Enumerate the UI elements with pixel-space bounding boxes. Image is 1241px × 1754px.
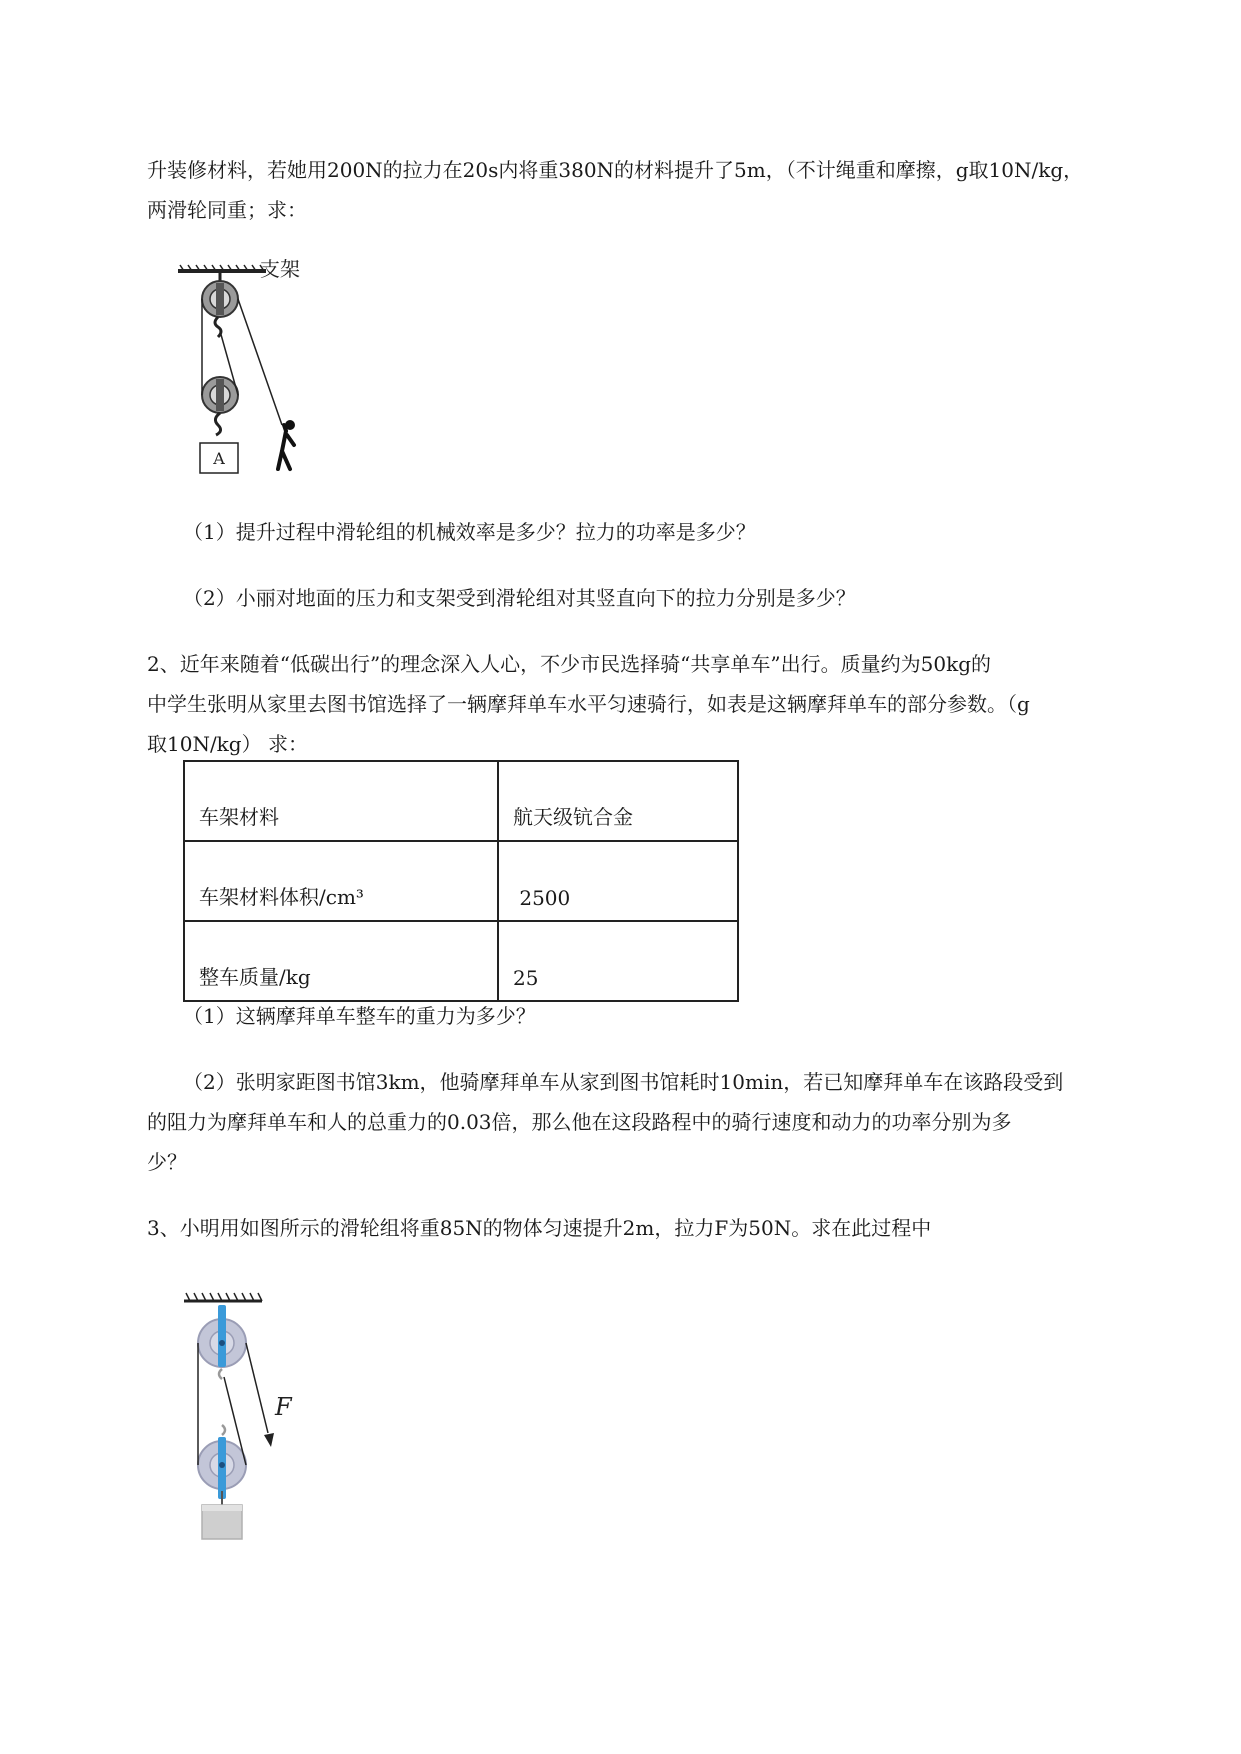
load-label: A: [213, 449, 225, 468]
problem2-question2-line1: （2）张明家距图书馆3km，他骑摩拜单车从家到图书馆耗时10min，若已知摩拜单车在该路段受到: [183, 1070, 1064, 1094]
table-cell-value: 航天级钪合金: [498, 761, 738, 841]
problem2-intro-line2: 中学生张明从家里去图书馆选择了一辆摩拜单车水平匀速骑行，如表是这辆摩拜单车的部分参数。（g: [147, 692, 1030, 716]
table-row: [184, 921, 738, 1001]
table-row: [184, 761, 738, 841]
table-cell-label: 整车质量/kg: [184, 921, 498, 1001]
problem2-question1: （1）这辆摩拜单车整车的重力为多少？: [183, 1004, 536, 1028]
problem2-question2-line2: 的阻力为摩拜单车和人的总重力的0.03倍，那么他在这段路程中的骑行速度和动力的功率分别为多: [147, 1110, 1012, 1134]
table-cell-label: 车架材料体积/cm³: [184, 841, 498, 921]
problem2-intro-line1: 2、近年来随着“低碳出行”的理念深入人心，不少市民选择骑“共享单车”出行。质量约为50kg的: [147, 652, 991, 676]
problem1-question1: （1）提升过程中滑轮组的机械效率是多少？拉力的功率是多少？: [183, 520, 756, 544]
problem1-intro-line2: 两滑轮同重；求：: [147, 198, 307, 222]
problem2-question2-line3: 少？: [147, 1150, 187, 1174]
bike-parameter-table: [183, 760, 739, 1002]
problem3-intro: 3、小明用如图所示的滑轮组将重85N的物体匀速提升2m，拉力F为50N。求在此过程中: [147, 1216, 932, 1240]
figure-pulley-system-1: [170, 255, 330, 475]
table-row: [184, 841, 738, 921]
table-cell-value: 2500: [498, 841, 738, 921]
figure-pulley-system-2: [180, 1285, 320, 1545]
table-cell-value: 25: [498, 921, 738, 1001]
problem1-question2: （2）小丽对地面的压力和支架受到滑轮组对其竖直向下的拉力分别是多少？: [183, 586, 856, 610]
problem1-intro-line1: 升装修材料，若她用200N的拉力在20s内将重380N的材料提升了5m，（不计绳重和摩擦，g取10N/kg，: [147, 158, 1084, 182]
problem2-intro-line3: 取10N/kg） 求：: [147, 732, 308, 756]
support-label: 支架: [260, 257, 300, 281]
table-cell-label: 车架材料: [184, 761, 498, 841]
force-label: F: [275, 1393, 292, 1421]
